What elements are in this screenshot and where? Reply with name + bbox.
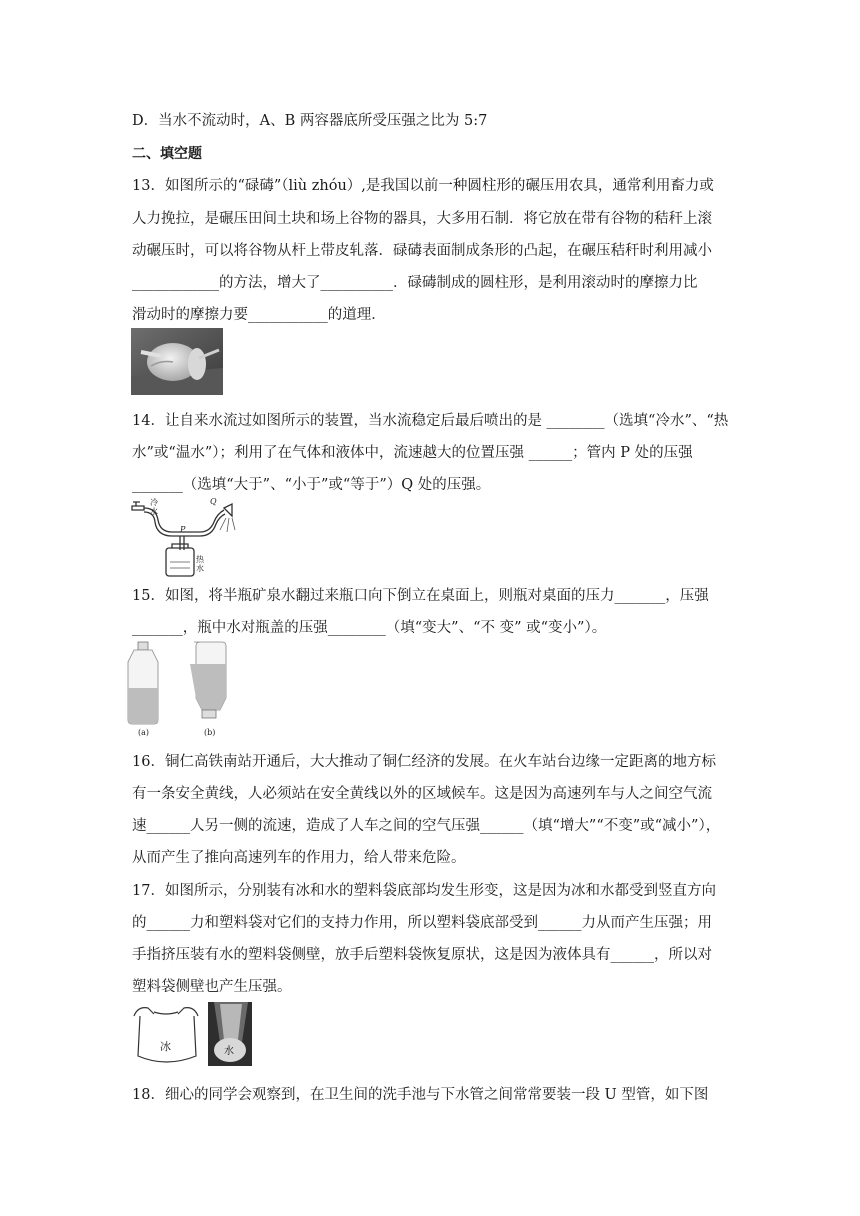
bottle-upright [128,642,158,724]
q16-line-2: 有一条安全黄线，人必须站在安全黄线以外的区域候车。这是因为高速列车与人之间空气流 [132,786,712,802]
q15-line-2: _______，瓶中水对瓶盖的压强________（填“变大”、“不 变” 或“变小”）。 [132,620,607,636]
q13-line-3: 动碾压时，可以将谷物从杆上带皮轧落．碌碡表面制成条形的凸起，在碾压秸秆时利用减小 [132,243,712,259]
label-cold: 冷 [150,498,158,507]
q17-line-3: 手指挤压装有水的塑料袋侧壁，放手后塑料袋恢复原状，这是因为液体具有______，所以对 [132,947,712,963]
option-d-line: D．当水不流动时，A、B 两容器底所受压强之比为 5:7 [132,113,488,129]
label-q: Q [210,497,217,506]
label-hot: 热 [196,555,204,564]
label-water: 水 [224,1046,234,1057]
bottles-diagram [126,640,232,738]
q17-line-2: 的______力和塑料袋对它们的支持力作用，所以塑料袋底部受到______力从而产生压强；用 [132,915,712,931]
label-a: (a) [138,728,150,737]
label-hot-2: 水 [196,564,204,573]
ice-bag-drawing [134,1008,198,1062]
q13-line-1: 13．如图所示的“碌碡”（liù zhóu）,是我国以前一种圆柱形的碾压用农具，通常利用畜力或 [132,178,714,194]
q16-line-1: 16．铜仁高铁南站开通后，大大推动了铜仁经济的发展。在火车站台边缘一定距离的地方标 [132,754,716,770]
q13-line-5: 滑动时的摩擦力要___________的道理． [132,307,386,323]
q14-line-3: _______（选填“大于”、“小于”或“等于”）Q 处的压强。 [132,477,491,493]
label-p: P [180,525,186,534]
q13-line-2: 人力挽拉，是碾压田间土块和场上谷物的器具，大多用石制．将它放在带有谷物的秸秆上滚 [132,211,712,227]
q14-line-1: 14．让自来水流过如图所示的装置，当水流稳定后最后喷出的是 ________（选填“冷水”、“热 [132,413,729,429]
ice-and-water-bags [128,1000,254,1070]
q15-line-1: 15．如图，将半瓶矿泉水翻过来瓶口向下倒立在桌面上，则瓶对桌面的压力_______，压强 [132,588,709,604]
label-ice: 冰 [160,1040,171,1053]
q17-line-4: 塑料袋侧壁也产生压强。 [132,979,292,995]
label-cold-2: 水 [150,507,158,516]
q14-line-2: 水”或“温水”）；利用了在气体和液体中，流速越大的位置压强 ______；管内 P 处的压强 [132,445,693,461]
label-b: (b) [204,728,216,737]
water-mixing-diagram [128,496,238,580]
q16-line-3: 速______人另一侧的流速，造成了人车之间的空气压强______（填“增大”“不变”或“减小”）， [132,818,721,834]
q17-line-1: 17．如图所示，分别装有冰和水的塑料袋底部均发生形变，这是因为冰和水都受到竖直方向 [132,883,716,899]
section-heading: 二、填空题 [132,146,202,162]
q13-line-4: ____________的方法，增大了__________．碌碡制成的圆柱形，是利用滚动时的摩擦力比 [132,275,698,291]
q18-line-1: 18．细心的同学会观察到，在卫生间的洗手池与下水管之间常常要装一段 U 型管，如下图 [132,1087,709,1103]
bottle-inverted [190,642,226,718]
q16-line-4: 从而产生了推向高速列车的作用力，给人带来危险。 [132,850,466,866]
stone-roller-photo [131,328,223,395]
